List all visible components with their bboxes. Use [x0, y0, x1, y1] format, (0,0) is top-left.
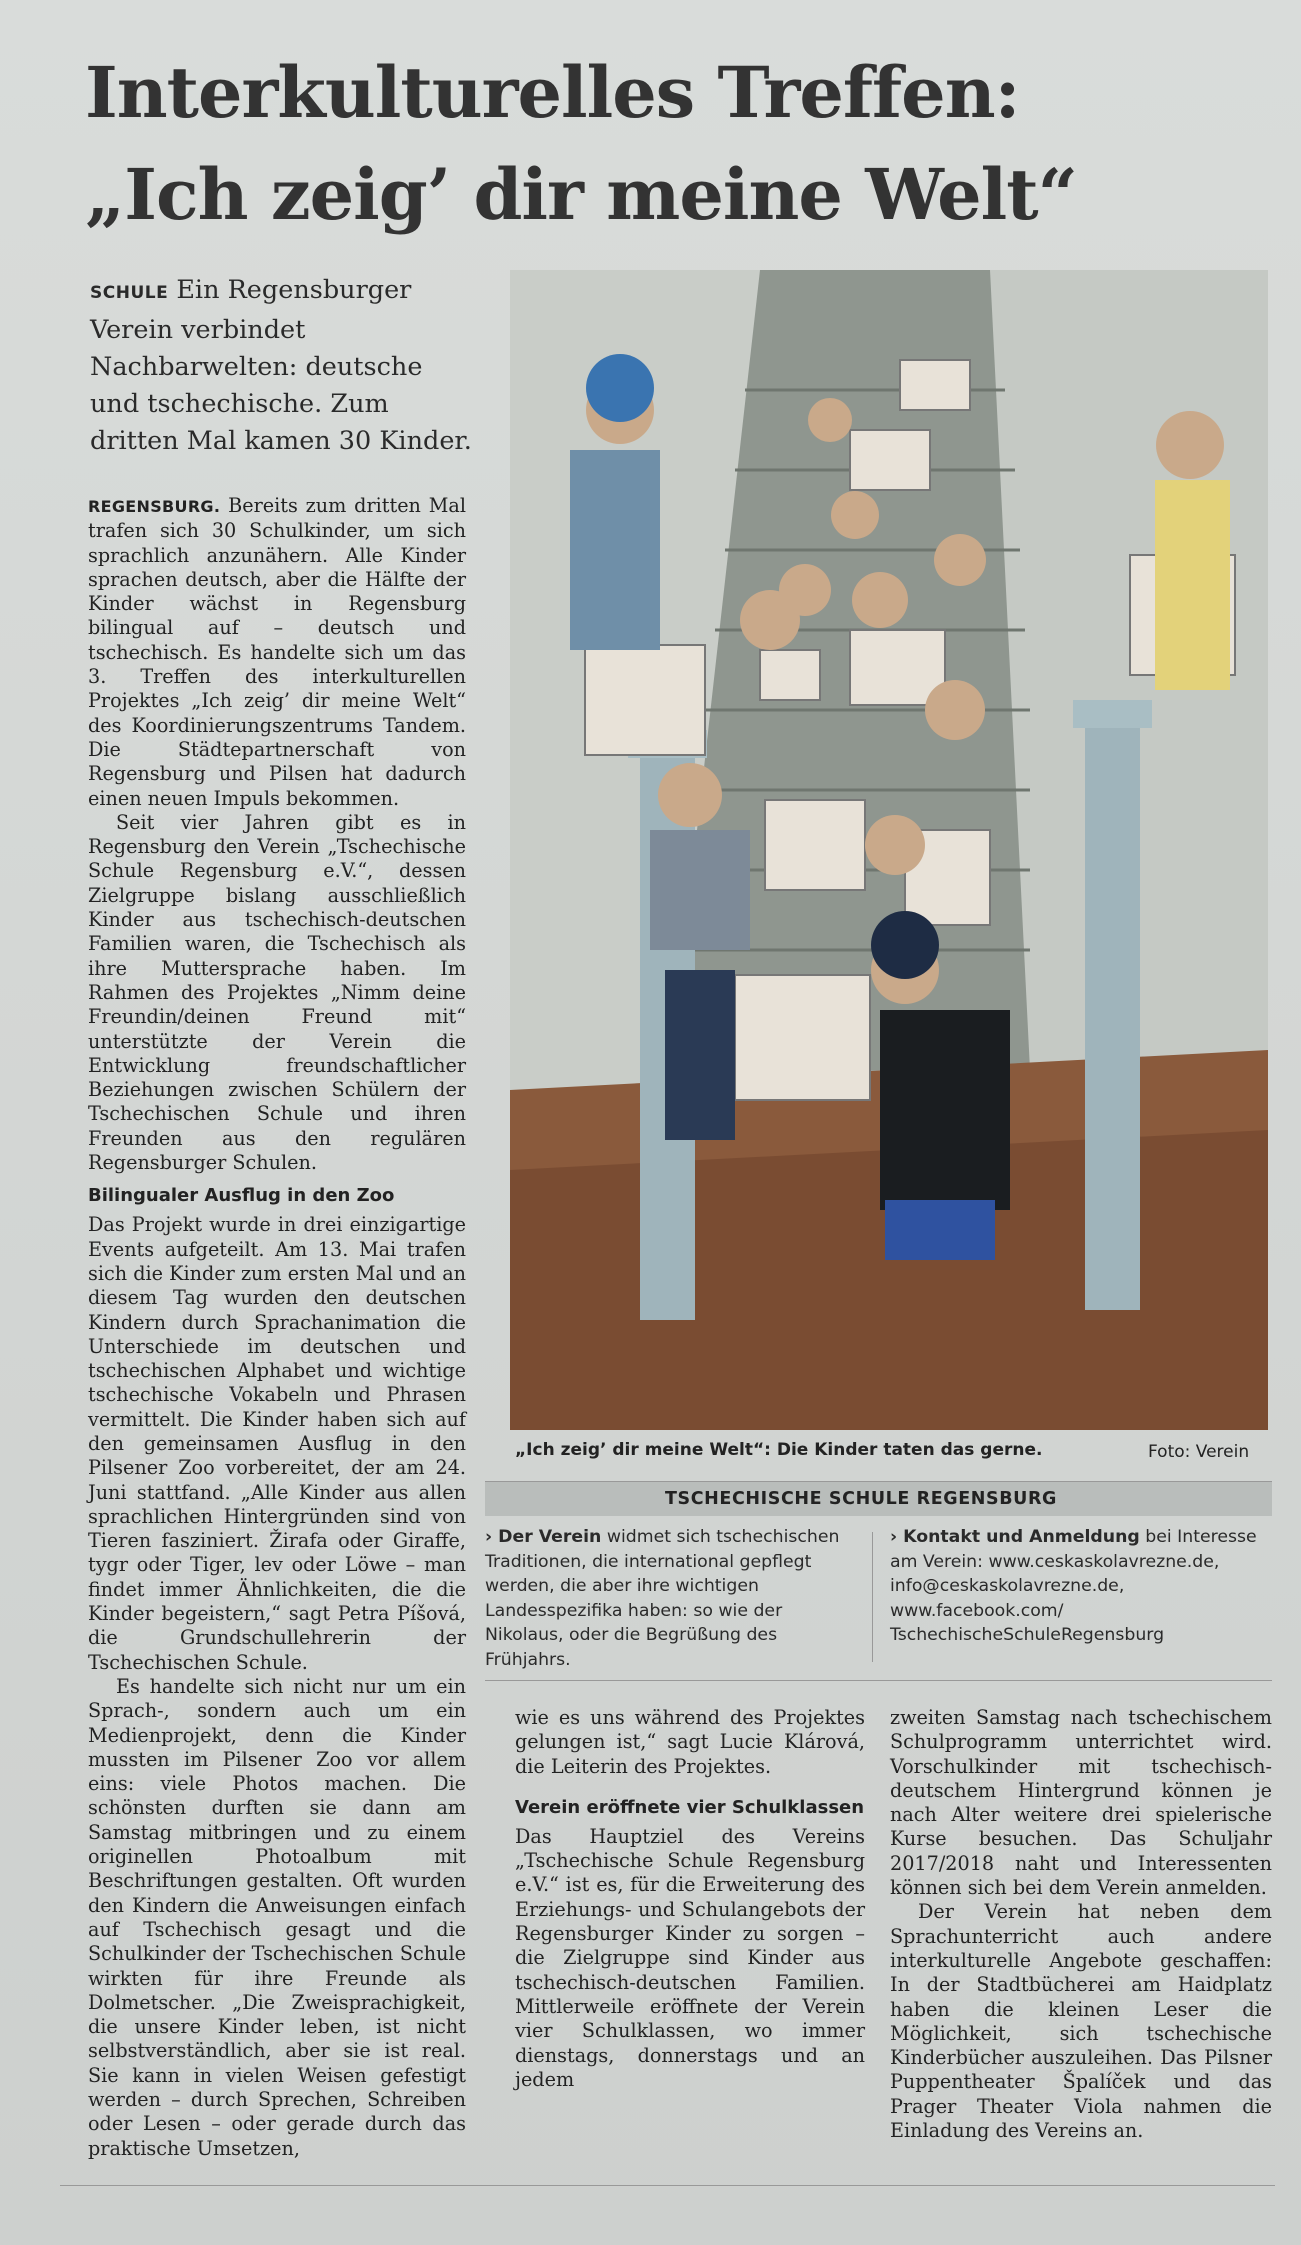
headline-line-2: „Ich zeig’ dir meine Welt“ [85, 153, 1077, 236]
subheading-zoo: Bilingualer Ausflug in den Zoo [88, 1185, 395, 1207]
article-column-3 [890, 1706, 1272, 2143]
group-photo [510, 270, 1268, 1430]
paragraph: Es handelte sich nicht nur um ein Sprach-, sondern auch um ein Medienprojekt, denn die Kinder mussten im Pilsener Zoo vor allem eins: viele Photos machen. Die schönsten durften sie dann am Samstag mitbringen und zu einem originellen Photoalbum mit Beschriftungen gestalten. Oft wurden den Kindern die Anweisungen einfach auf Tschechisch gesagt und die Schulkinder der Tschechischen Schule wirkten für ihre Freunde als Dolmetscher. „Die Zweisprachigkeit, die unsere Kinder leben, ist nicht selbstverständlich, aber sie ist real. Sie kann in vielen Weisen gefestigt werden – durch Sprechen, Schreiben oder Lesen – oder gerade durch das praktische Umsetzen, [88, 1674, 466, 2160]
bottom-rule [60, 2185, 1275, 2186]
paragraph: Der Verein hat neben dem Sprachunterricht auch andere interkulturelle Angebote geschaffen: In der Stadtbücherei am Haidplatz haben die kleinen Leser die Möglichkeit, sich tschechische Kinderbücher auszuleihen. Das Pilsner Puppentheater Špalíček und das Prager Theater Viola nahmen die Einladung des Vereins an. [890, 1900, 1272, 2143]
headline-line-1: Interkulturelles Treffen: [85, 51, 1020, 134]
info-text: widmet sich tschechischen Traditionen, die international gepflegt werden, die aber ihre wichtigen Landesspezifika haben: so wie der Nikolaus, oder die Begrüßung des Frühjahrs. [485, 1527, 840, 1670]
info-label-kontakt: › Kontakt und Anmeldung [890, 1527, 1140, 1547]
info-box-kontakt [890, 1525, 1270, 1648]
section-tag: SCHULE [90, 283, 169, 303]
paragraph: wie es uns während des Projektes gelungen ist,“ sagt Lucie Klárová, die Leiterin des Projektes. [515, 1706, 865, 1778]
info-box-header [485, 1481, 1272, 1516]
info-label-verein: › Der Verein [485, 1527, 602, 1547]
photo-credit: Foto: Verein [1148, 1442, 1250, 1462]
photo-caption: „Ich zeig’ dir meine Welt“: Die Kinder taten das gerne. [515, 1440, 1043, 1460]
box-bottom-rule [485, 1680, 1272, 1681]
deck-text: Ein Regensburger Verein verbindet Nachbarwelten: deutsche und tschechische. Zum dritten Mal kamen 30 Kinder. [90, 275, 472, 456]
paragraph: Das Hauptziel des Vereins „Tschechische Schule Regensburg e.V.“ ist es, für die Erweiterung des Erziehungs- und Schulangebots der Regensburger Kinder zu sorgen – die Zielgruppe sind Kinder aus tschechisch-deutschen Familien. Mittlerweile eröffnete der Verein vier Schulklassen, wo immer dienstags, donnerstags und an jedem [515, 1824, 865, 2091]
article-column-1 [88, 494, 466, 2161]
article-column-2 [515, 1706, 865, 2092]
paragraph: Das Projekt wurde in drei einzigartige Events aufgeteilt. Am 13. Mai trafen sich die Kinder zum ersten Mal und an diesem Tag wurden den deutschen Kindern durch Sprachanimation die Unterschiede im deutschen und tschechischen Alphabet und wichtige tschechische Vokabeln und Phrasen vermittelt. Die Kinder haben sich auf den gemeinsamen Ausflug in den Pilsener Zoo vorbereitet, der am 24. Juni stattfand. „Alle Kinder aus allen sprachlichen Hintergründen sind von Tieren fasziniert. Žirafa oder Giraffe, tygr oder Tiger, lev oder Löwe – man findet immer Ähnlichkeiten, die die Kinder begeistern,“ sagt Petra Píšová, die Grundschullehrerin der Tschechischen Schule. [88, 1213, 466, 1674]
box-divider [872, 1532, 873, 1662]
info-box-verein [485, 1525, 860, 1672]
paragraph: Seit vier Jahren gibt es in Regensburg den Verein „Tschechische Schule Regensburg e.V.“, dessen Zielgruppe bislang ausschließlich Kinder aus tschechisch-deutschen Familien waren, die Tschechisch als ihre Muttersprache haben. Im Rahmen des Projektes „Nimm deine Freundin/deinen Freund mit“ unterstützte der Verein die Entwicklung freundschaftlicher Beziehungen zwischen Schülern der Tschechischen Schule und ihren Freunden aus den regulären Regensburger Schulen. [88, 810, 466, 1175]
photo-illustration [510, 270, 1268, 1430]
info-box-title: TSCHECHISCHE SCHULE REGENSBURG [665, 1489, 1058, 1509]
subheading-schulklassen: Verein eröffnete vier Schulklassen [515, 1796, 865, 1818]
deck [90, 272, 475, 460]
paragraph: Bereits zum dritten Mal trafen sich 30 Schulkinder, um sich sprachlich anzunähern. Alle Kinder sprachen deutsch, aber die Hälfte der Kinder wächst in Regensburg bilingual auf – deutsch und tschechisch. Es handelte sich um das 3. Treffen des interkulturellen Projektes „Ich zeig’ dir meine Welt“ des Koordinierungszentrums Tandem. Die Städtepartnerschaft von Regensburg und Pilsen hat dadurch einen neuen Impuls bekommen. [88, 494, 466, 810]
info-text: bei Interesse am Verein: www.ceskaskolavrezne.de, info@ceskaskolavrezne.de, www.facebook.com/ TschechischeSchuleRegensburg [890, 1527, 1257, 1645]
dateline: REGENSBURG. [88, 497, 221, 516]
paragraph: zweiten Samstag nach tschechischem Schulprogramm unterrichtet wird. Vorschulkinder mit tschechisch-deutschem Hintergrund können je nach Alter weitere drei spielerische Kurse besuchen. Das Schuljahr 2017/2018 naht und Interessenten können sich bei dem Verein anmelden. [890, 1706, 1272, 1900]
